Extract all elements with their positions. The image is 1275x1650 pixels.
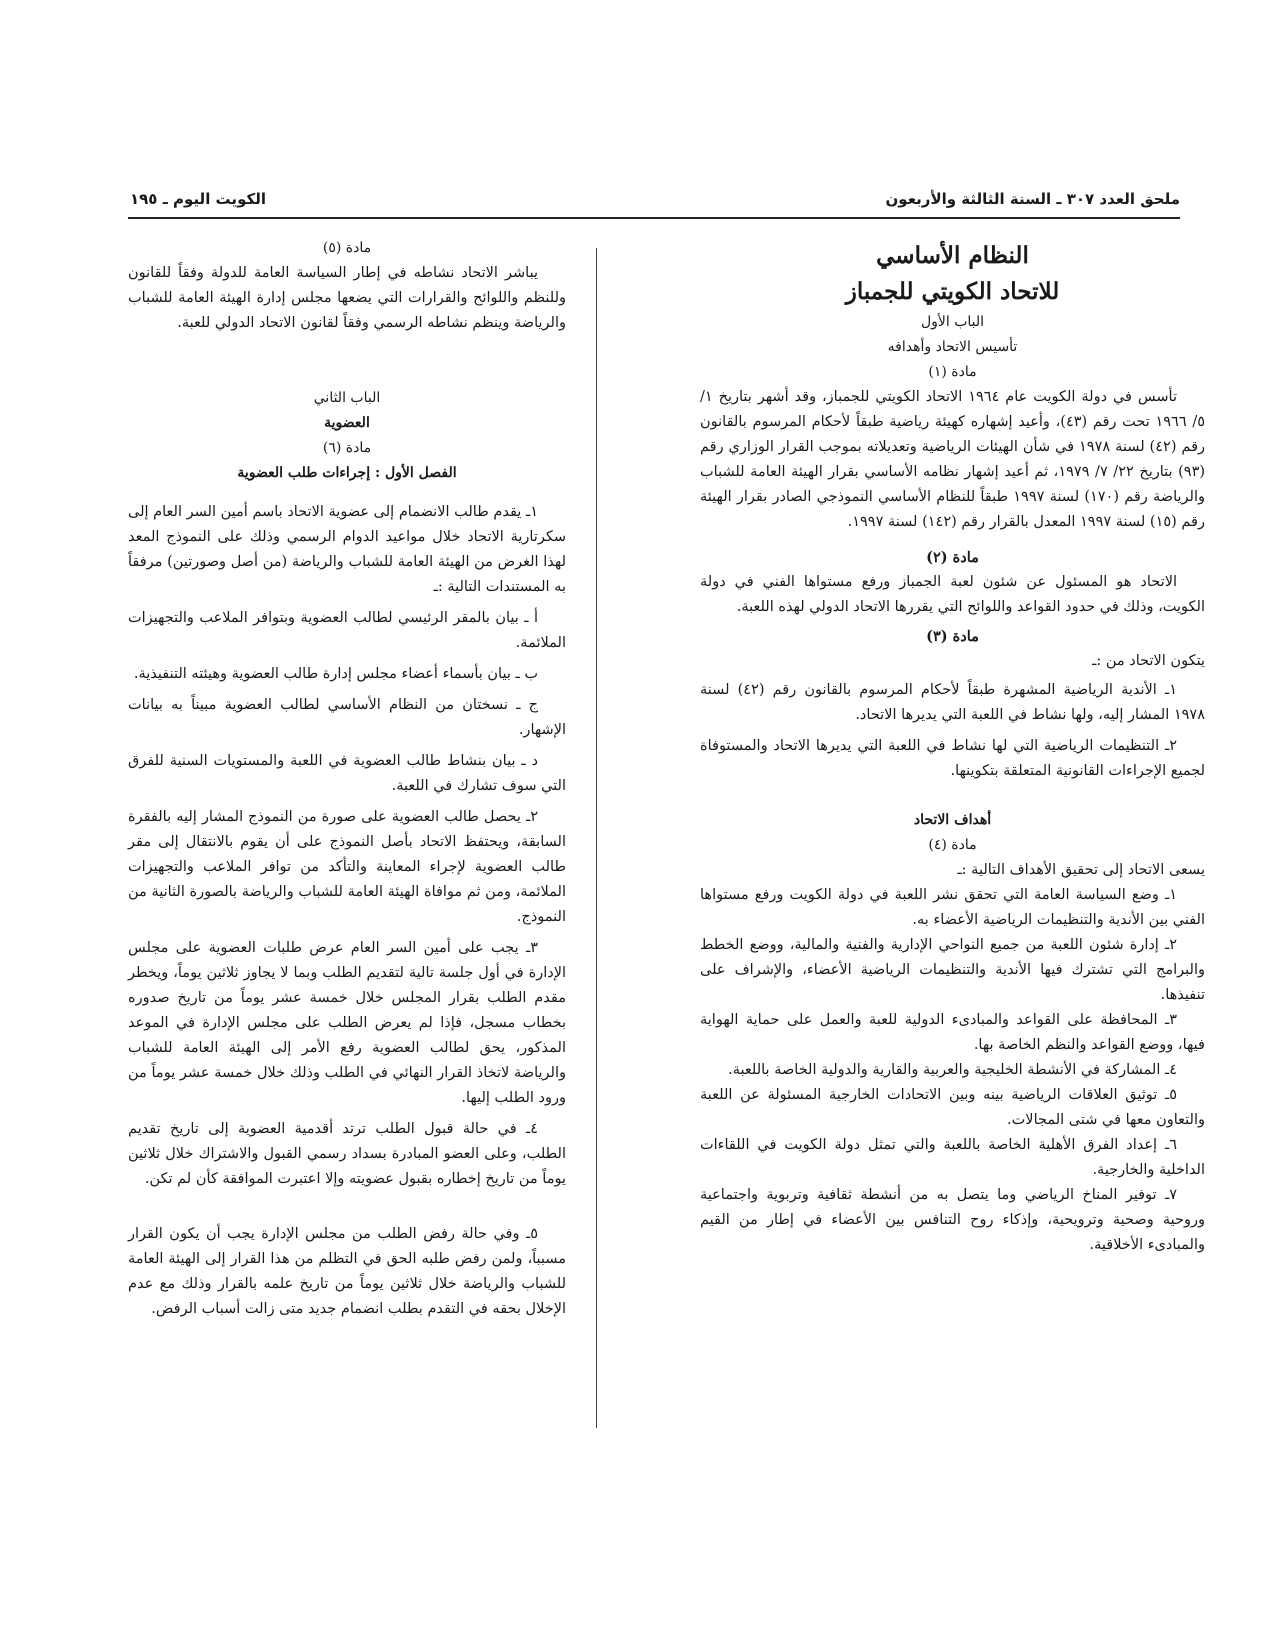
article-subitem: د ـ بيان بنشاط طالب العضوية في اللعبة والمستويات السنية للفرق التي سوف تشارك في اللعبة. [128,753,566,794]
chapter-heading: الباب الثاني [313,390,381,406]
article-subitem: ب ـ بيان بأسماء أعضاء مجلس إدارة طالب العضوية وهيئته التنفيذية. [133,666,538,682]
article-heading: مادة (١) [928,364,977,380]
article-item: ٥ـ توثيق العلاقات الرياضية بينه وبين الاتحادات الخارجية المسئولة عن اللعبة والتعاون معها في شتى المجالات. [700,1087,1205,1128]
section-heading: الفصل الأول : إجراءات طلب العضوية [237,465,457,481]
article-item: ١ـ وضع السياسة العامة التي تحقق نشر اللعبة في دولة الكويت ورفع مستواها الفني بين الأندية والتنظيمات الرياضية الأعضاء به. [700,887,1205,928]
article-item: ٧ـ توفير المناخ الرياضي وما يتصل به من أنشطة ثقافية وتربوية واجتماعية وروحية وصحية وترويحية، وإذكاء روح التنافس بين الأعضاء في إطار من القيم والمبادىء الأخلاقية. [700,1187,1205,1253]
chapter-subheading: تأسيس الاتحاد وأهدافه [887,339,1018,355]
article-subitem: ج ـ نسختان من النظام الأساسي لطالب العضوية مبيناً به بيانات الإشهار. [128,697,566,738]
section-heading: أهداف الاتحاد [913,812,992,828]
article-heading: مادة (٥) [322,240,372,256]
article-item: ١ـ يقدم طالب الانضمام إلى عضوية الاتحاد باسم أمين السر العام إلى سكرتارية الاتحاد خلال مواعيد الدوام الرسمي وذلك على النموذج المعد لهذا الغرض من الهيئة العامة للشباب والرياضة (من أصل وصورتين) مرفقاً به المستندات التالية :ـ [128,504,566,595]
header-issue: ملحق العدد ٣٠٧ ـ السنة الثالثة والأربعون [885,190,1180,208]
article-item: ١ـ الأندية الرياضية المشهرة طبقاً لأحكام المرسوم بالقانون رقم (٤٢) لسنة ١٩٧٨ المشار إليه، ولها نشاط في اللعبة التي يديرها الاتحاد. [700,682,1205,723]
article-text: يتكون الاتحاد من :ـ [1092,653,1205,669]
page-header [130,190,1180,214]
doc-title: النظام الأساسي [876,242,1029,269]
article-text: الاتحاد هو المسئول عن شئون لعبة الجمباز ورفع مستواها الفني في دولة الكويت، وذلك في حدود القواعد واللوائح التي يقررها الاتحاد الدولي لهذه اللعبة. [700,574,1205,615]
article-item: ٦ـ إعداد الفرق الأهلية الخاصة باللعبة والتي تمثل دولة الكويت في اللقاءات الداخلية والخارجية. [700,1137,1205,1178]
left-column [128,236,566,1322]
header-rule [128,217,1180,219]
chapter-heading: الباب الأول [920,314,985,330]
article-item: ٢ـ التنظيمات الرياضية التي لها نشاط في اللعبة التي يديرها الاتحاد والمستوفاة لجميع الإجراءات القانونية المتعلقة بتكوينها. [700,738,1205,779]
article-item: ٣ـ يجب على أمين السر العام عرض طلبات العضوية على مجلس الإدارة في أول جلسة تالية لتقديم الطلب وبما لا يجاوز ثلاثين يوماً، ويخطر مقدم الطلب بقرار المجلس خلال خمسة عشر يوماً من تاريخ صدوره بخطاب مسجل، فإذا لم يعرض الطلب على مجلس الإدارة في الموعد المذكور، يحق لطالب العضوية رفع الأمر إلى الهيئة العامة للشباب والرياضة لاتخاذ القرار النهائي في الطلب وذلك خلال خمسة عشر يوماً من ورود الطلب إليها. [128,940,566,1106]
header-gazette: الكويت اليوم ـ ١٩٥ [130,190,266,208]
article-item: ٥ـ وفي حالة رفض الطلب من مجلس الإدارة يجب أن يكون القرار مسبباً، ولمن رفض طلبه الحق في التظلم من هذا القرار إلى الهيئة العامة للشباب والرياضة خلال ثلاثين يوماً من تاريخ علمه بالقرار وذلك مع عدم الإخلال بحقه في التقدم بطلب انضمام جديد متى زالت أسباب الرفض. [128,1226,566,1317]
article-item: ٤ـ المشاركة في الأنشطة الخليجية والعربية والقارية والدولية الخاصة باللعبة. [728,1062,1177,1078]
article-item: ٤ـ في حالة قبول الطلب ترتد أقدمية العضوية إلى تاريخ تقديم الطلب، وعلى العضو المبادرة بسداد رسمي القبول والاشتراك خلال ثلاثين يوماً من تاريخ إخطاره بقبول عضويته وإلا اعتبرت الموافقة كأن لم تكن. [128,1121,566,1187]
article-heading: مادة (٣) [926,628,979,645]
article-text: يباشر الاتحاد نشاطه في إطار السياسة العامة للدولة وفقاً للقانون وللنظم واللوائح والقرارات التي يضعها مجلس إدارة الهيئة العامة للشباب والرياضة وينظم نشاطه الرسمي وفقاً لقانون الاتحاد الدولي للعبة. [128,265,566,331]
column-divider [596,248,597,1428]
article-item: ٢ـ إدارة شئون اللعبة من جميع النواحي الإدارية والفنية والمالية، ووضع الخطط والبرامج التي تشترك فيها الأندية والتنظيمات الرياضية الأعضاء، والإشراف على تنفيذها. [700,937,1205,1003]
doc-title-2: للاتحاد الكويتي للجمباز [845,278,1060,305]
article-text: تأسس في دولة الكويت عام ١٩٦٤ الاتحاد الكويتي للجمباز، وقد أشهر بتاريخ ١/ ٥/ ١٩٦٦ تحت رقم (٤٣)، وأعيد إشهاره كهيئة رياضية طبقاً لأحكام المرسوم بالقانون رقم (٤٢) لسنة ١٩٧٨ في شأن الهيئات الرياضية وتعديلاته بموجب القرار الوزاري رقم (٩٣) بتاريخ ٢٢/ ٧/ ١٩٧٩، ثم أعيد إشهار نظامه الأساسي بقرار الهيئة العامة للشباب والرياضة رقم (١٧٠) لسنة ١٩٩٧ طبقاً للنظام الأساسي النموذجي الصادر بقرار الهيئة رقم (١٥) لسنة ١٩٩٧ المعدل بالقرار رقم (١٤٢) لسنة ١٩٩٧. [700,389,1206,530]
article-subitem: أ ـ بيان بالمقر الرئيسي لطالب العضوية وبتوافر الملاعب والتجهيزات الملائمة. [128,610,566,651]
article-heading: مادة (٦) [322,440,372,456]
article-item: ٢ـ يحصل طالب العضوية على صورة من النموذج المشار إليه بالفقرة السابقة، ويحتفظ الاتحاد بأصل النموذج على أن يقوم بالانتقال إلى مقر طالب العضوية لإجراء المعاينة والتأكد من توافر الملاعب والتجهيزات الملائمة، ومن ثم موافاة الهيئة العامة للشباب والرياضة بالصورة الثانية من النموذج. [128,809,566,925]
article-heading: مادة (٤) [928,837,977,853]
article-item: ٣ـ المحافظة على القواعد والمبادىء الدولية للعبة والعمل على حماية الهواية فيها، ووضع القواعد والنظم الخاصة بها. [700,1012,1205,1053]
right-column [700,238,1205,1258]
article-heading: مادة (٢) [926,549,979,566]
article-text: يسعى الاتحاد إلى تحقيق الأهداف التالية :ـ [957,862,1205,878]
chapter-subheading: العضوية [324,415,370,431]
